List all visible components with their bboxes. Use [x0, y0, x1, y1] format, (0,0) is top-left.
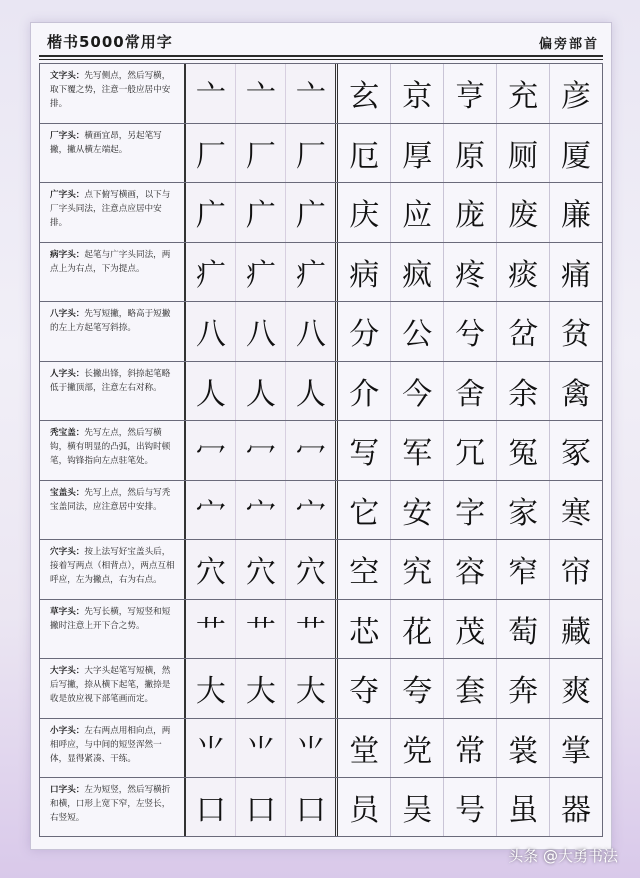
table-row	[39, 182, 603, 242]
radical-glyph: 广	[286, 183, 338, 242]
radical-glyph: 大	[286, 659, 338, 718]
radical-glyph: 艹	[286, 600, 338, 659]
radical-name: 宝盖头	[50, 487, 76, 498]
table-row	[39, 480, 603, 540]
radical-name: 病字头	[50, 249, 76, 260]
radical-glyph: 冖	[236, 421, 286, 480]
example-character: 帘	[550, 540, 603, 599]
example-character: 禽	[550, 362, 603, 421]
radical-name-colon: ：	[75, 785, 85, 795]
example-character: 亨	[444, 64, 497, 123]
radical-glyph: 口	[186, 778, 236, 836]
radical-desc-text: 点下俯写横画，以下与厂字头同法，注意点应居中安排。	[50, 190, 171, 228]
radical-name-colon: ：	[75, 249, 85, 260]
radical-glyph: 艹	[236, 600, 286, 659]
header-rule-thin	[39, 59, 603, 60]
radical-description	[39, 362, 186, 421]
example-character: 痛	[550, 243, 603, 302]
table-row	[39, 420, 603, 480]
radical-glyph: 八	[286, 302, 338, 361]
example-character: 器	[550, 778, 603, 836]
radical-desc-text: 长撇出锋，斜捺起笔略低于撇顶部，注意左右对称。	[50, 368, 171, 393]
table-row	[39, 301, 603, 361]
radical-glyph: 穴	[236, 540, 286, 599]
radical-glyph: 口	[286, 778, 338, 836]
radical-glyph: 亠	[186, 64, 236, 123]
radical-glyph: 厂	[236, 124, 286, 183]
example-character: 究	[391, 540, 444, 599]
radical-glyph: 宀	[186, 481, 236, 540]
radical-description	[39, 719, 186, 778]
radical-glyph: 大	[186, 659, 236, 718]
radical-desc-text: 先写上点，然后与写秃宝盖同法，应注意居中安排。	[50, 487, 171, 512]
radical-description	[39, 124, 186, 183]
radical-description	[39, 600, 186, 659]
example-character: 京	[391, 64, 444, 123]
radical-name: 八字头	[50, 309, 76, 319]
radical-glyph: 疒	[236, 243, 286, 302]
radical-glyph: 广	[236, 183, 286, 242]
example-character: 堂	[338, 719, 391, 778]
radical-glyph: 广	[186, 183, 236, 242]
radical-name-colon: ：	[75, 130, 85, 141]
example-character: 套	[444, 659, 497, 718]
table-row	[39, 361, 603, 421]
radical-desc-text: 左右两点用相向点，两相呼应，与中间的短竖浑然一体，显得紧凑、干练。	[50, 725, 171, 764]
page-header	[31, 23, 611, 57]
radical-glyph: ⺌	[236, 719, 286, 778]
example-character: 玄	[338, 64, 391, 123]
example-character: 安	[391, 481, 444, 540]
radical-glyph: 亠	[286, 64, 338, 123]
example-character: 冢	[550, 421, 603, 480]
table-row	[39, 63, 603, 123]
example-character: 厕	[497, 124, 550, 183]
watermark: 头条 @大勇书法	[508, 847, 618, 865]
radical-glyph: 人	[186, 362, 236, 421]
radical-glyph: 艹	[186, 600, 236, 659]
example-character: 员	[338, 778, 391, 836]
table-row	[39, 123, 603, 183]
radical-glyph: 亠	[236, 64, 286, 123]
radical-description	[39, 778, 186, 836]
radical-glyph: 穴	[286, 540, 338, 599]
example-character: 今	[391, 362, 444, 421]
radical-glyph: 冖	[286, 421, 338, 480]
table-row	[39, 242, 603, 302]
radical-name: 穴字头	[50, 547, 76, 557]
example-character: 兮	[444, 302, 497, 361]
radical-table	[39, 63, 603, 837]
radical-glyph: 大	[236, 659, 286, 718]
example-character: 厄	[338, 124, 391, 183]
example-character: 家	[497, 481, 550, 540]
radical-glyph: 宀	[236, 481, 286, 540]
radical-name: 秃宝盖	[50, 428, 76, 438]
header-rule-thick	[39, 55, 603, 57]
example-character: 军	[391, 421, 444, 480]
example-character: 奔	[497, 659, 550, 718]
example-character: 原	[444, 124, 497, 183]
radical-name: 小字头	[50, 725, 76, 736]
radical-name-colon: ：	[75, 190, 85, 200]
radical-name-colon: ：	[75, 547, 85, 557]
example-character: 掌	[550, 719, 603, 778]
table-row	[39, 539, 603, 599]
example-character: 吴	[391, 778, 444, 836]
radical-description	[39, 540, 186, 599]
example-character: 厚	[391, 124, 444, 183]
radical-glyph: 厂	[186, 124, 236, 183]
example-character: 茂	[444, 600, 497, 659]
radical-desc-text: 起笔与广字头同法，两点上为右点，下为提点。	[50, 249, 171, 274]
radical-glyph: 八	[236, 302, 286, 361]
example-character: 夸	[391, 659, 444, 718]
example-character: 容	[444, 540, 497, 599]
radical-name-colon: ：	[75, 309, 85, 319]
example-character: 痰	[497, 243, 550, 302]
example-character: 公	[391, 302, 444, 361]
radical-name: 文字头	[50, 71, 76, 81]
table-row	[39, 599, 603, 659]
radical-name: 厂字头	[50, 130, 76, 141]
example-character: 冗	[444, 421, 497, 480]
radical-name: 人字头	[50, 368, 76, 379]
radical-glyph: 疒	[286, 243, 338, 302]
example-character: 废	[497, 183, 550, 242]
radical-glyph: ⺌	[186, 719, 236, 778]
example-character: 党	[391, 719, 444, 778]
example-character: 余	[497, 362, 550, 421]
radical-description	[39, 64, 186, 123]
example-character: 介	[338, 362, 391, 421]
radical-description	[39, 659, 186, 718]
example-character: 爽	[550, 659, 603, 718]
radical-desc-text: 先写短撇，略高于短撇的左上方起笔写斜捺。	[50, 309, 171, 333]
radical-desc-text: 先写长横，写短竖和短撇时注意上开下合之势。	[50, 606, 171, 631]
radical-name: 广字头	[50, 190, 76, 200]
table-row	[39, 777, 603, 837]
example-character: 寒	[550, 481, 603, 540]
radical-description	[39, 421, 186, 480]
example-character: 疼	[444, 243, 497, 302]
example-character: 分	[338, 302, 391, 361]
example-character: 写	[338, 421, 391, 480]
example-character: 藏	[550, 600, 603, 659]
example-character: 疯	[391, 243, 444, 302]
example-character: 厦	[550, 124, 603, 183]
radical-desc-text: 横画宜昂，另起笔写撇，撇从横左端起。	[50, 130, 162, 155]
example-character: 虽	[497, 778, 550, 836]
radical-glyph: 宀	[286, 481, 338, 540]
example-character: 病	[338, 243, 391, 302]
example-character: 芯	[338, 600, 391, 659]
radical-glyph: 厂	[286, 124, 338, 183]
radical-description	[39, 243, 186, 302]
example-character: 它	[338, 481, 391, 540]
radical-glyph: 疒	[186, 243, 236, 302]
calligraphy-page	[30, 22, 612, 850]
example-character: 岔	[497, 302, 550, 361]
radical-name: 草字头	[50, 606, 76, 617]
example-character: 花	[391, 600, 444, 659]
example-character: 应	[391, 183, 444, 242]
table-row	[39, 718, 603, 778]
example-character: 冤	[497, 421, 550, 480]
radical-desc-text: 按上法写好宝盖头后，接着写两点（相背点），两点互相呼应，左为撇点，右为右点。	[50, 547, 175, 585]
radical-glyph: 八	[186, 302, 236, 361]
radical-name-colon: ：	[75, 725, 85, 736]
radical-glyph: ⺌	[286, 719, 338, 778]
radical-name-colon: ：	[75, 487, 85, 498]
example-character: 庆	[338, 183, 391, 242]
radical-name: 口字头	[50, 785, 76, 795]
example-character: 廉	[550, 183, 603, 242]
radical-description	[39, 481, 186, 540]
radical-name-colon: ：	[75, 666, 85, 676]
example-character: 号	[444, 778, 497, 836]
example-character: 夺	[338, 659, 391, 718]
radical-glyph: 冖	[186, 421, 236, 480]
radical-desc-text: 先写侧点，然后写横，取下覆之势，注意一般应居中安排。	[50, 71, 171, 109]
radical-name-colon: ：	[75, 71, 85, 81]
radical-glyph: 口	[236, 778, 286, 836]
radical-name: 大字头	[50, 666, 76, 676]
example-character: 常	[444, 719, 497, 778]
radical-name-colon: ：	[75, 428, 85, 438]
radical-name-colon: ：	[75, 368, 85, 379]
example-character: 窄	[497, 540, 550, 599]
radical-glyph: 人	[236, 362, 286, 421]
radical-name-colon: ：	[75, 606, 85, 617]
example-character: 庞	[444, 183, 497, 242]
example-character: 字	[444, 481, 497, 540]
example-character: 舍	[444, 362, 497, 421]
radical-description	[39, 302, 186, 361]
table-row	[39, 658, 603, 718]
page-title: 楷书5000常用字	[47, 33, 173, 51]
radical-description	[39, 183, 186, 242]
radical-desc-text: 大字头起笔写短横，然后写撇，捺从横下起笔，撇捺是收是放应视下部笔画而定。	[50, 666, 171, 704]
example-character: 裳	[497, 719, 550, 778]
radical-desc-text: 先写左点，然后写横钩，横有明显的凸弧，出钩时顿笔，钩锋指向左点驻笔处。	[50, 428, 171, 466]
radical-glyph: 人	[286, 362, 338, 421]
example-character: 萄	[497, 600, 550, 659]
example-character: 空	[338, 540, 391, 599]
radical-glyph: 穴	[186, 540, 236, 599]
section-title: 偏旁部首	[538, 37, 599, 52]
example-character: 充	[497, 64, 550, 123]
example-character: 贫	[550, 302, 603, 361]
radical-desc-text: 左为短竖，然后写横折和横，口形上宽下窄，左竖长，右竖短。	[50, 785, 171, 823]
example-character: 彦	[550, 64, 603, 123]
